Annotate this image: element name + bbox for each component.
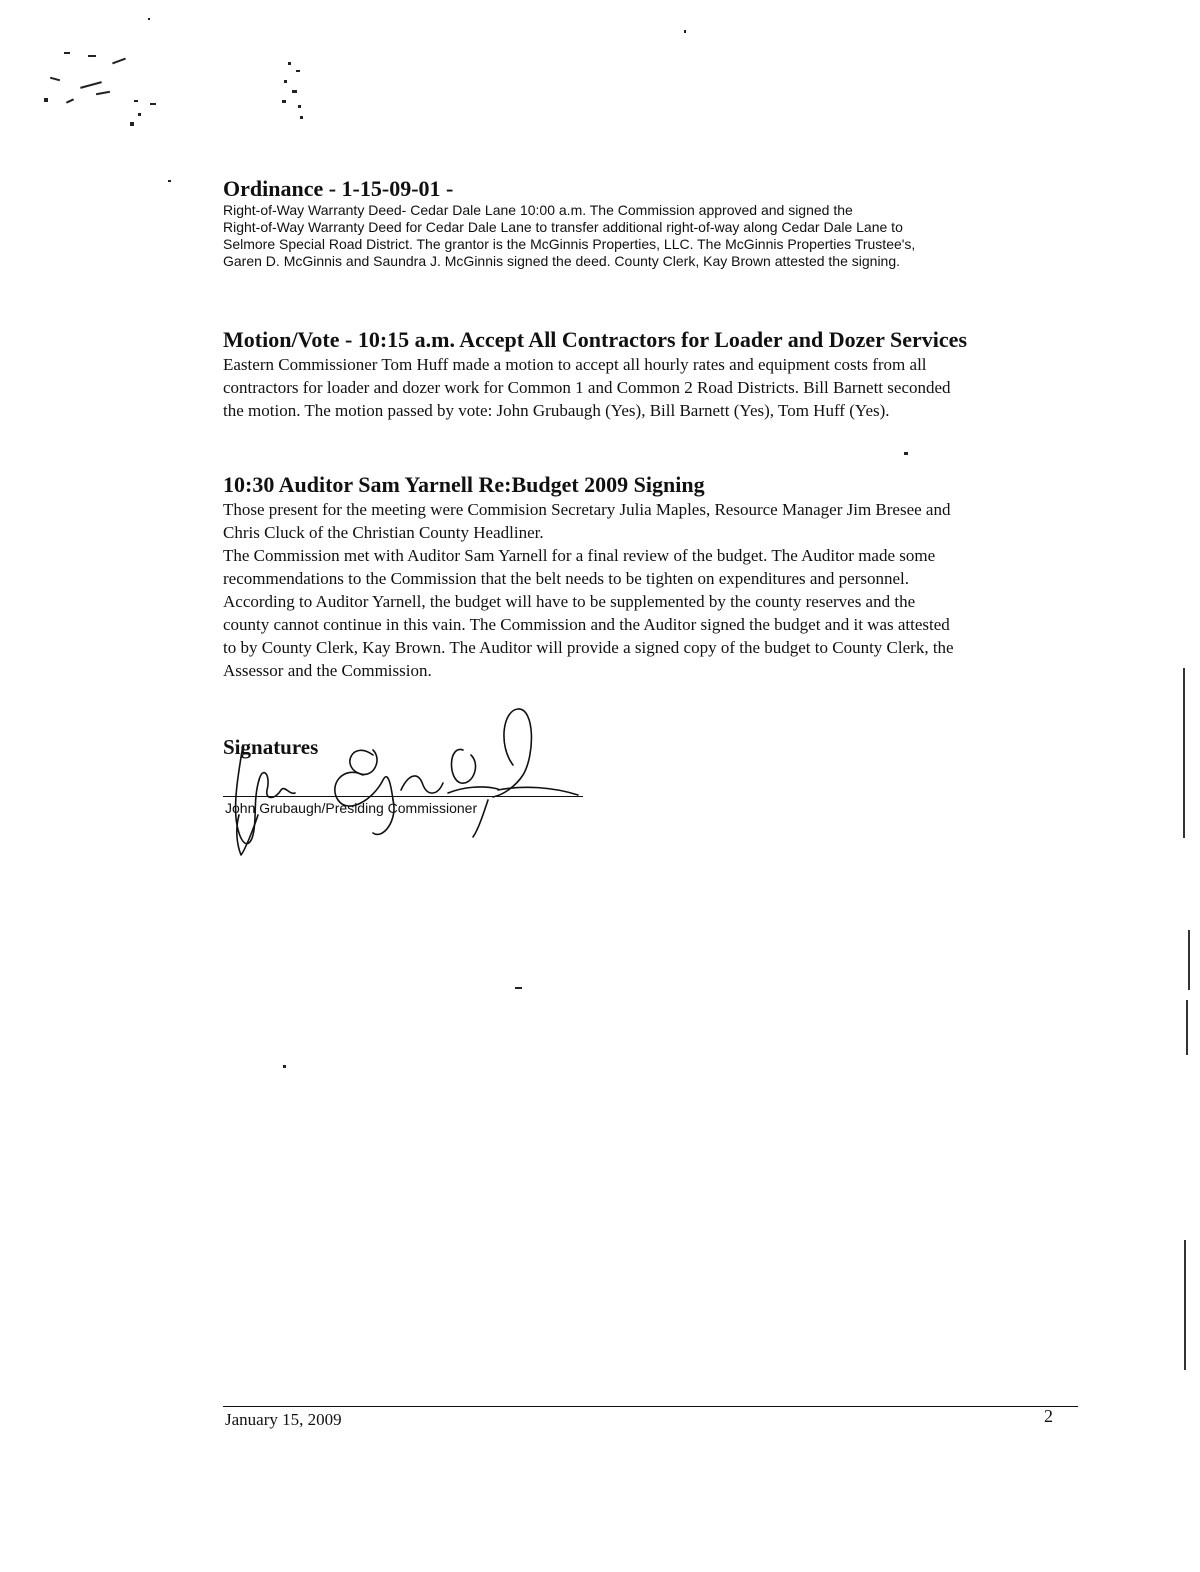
motion-body: Eastern Commissioner Tom Huff made a motion to accept all hourly rates and equipment costs from all contractors for loader and dozer work for Common 1 and Common 2 Road Districts. Bill Barnett seconded the motion. The motion passed by vote: John Grubaugh (Yes), Bill Barnett (Yes), Tom Huff (Yes).	[223, 355, 951, 420]
ordinance-section	[223, 176, 1073, 270]
page-number: 2	[1044, 1406, 1053, 1426]
ordinance-body: Right-of-Way Warranty Deed- Cedar Dale Lane 10:00 a.m. The Commission approved and signed the Right-of-Way Warranty Deed for Cedar Dale Lane to transfer additional right-of-way along Cedar Dale Lane to Selmore Special Road District. The grantor is the McGinnis Properties, LLC. The McGinnis Properties Trustee's, Garen D. McGinnis and Saundra J. McGinnis signed the deed. County Clerk, Kay Brown attested the signing.	[223, 202, 916, 269]
motion-section	[223, 327, 1073, 422]
signature-block	[223, 705, 623, 865]
signer-caption: John Grubaugh/Presiding Commissioner	[225, 800, 478, 816]
motion-heading: Motion/Vote - 10:15 a.m. Accept All Contractors for Loader and Dozer Services	[223, 327, 968, 352]
handwritten-signature	[223, 705, 623, 865]
ordinance-heading: Ordinance - 1-15-09-01 -	[223, 176, 454, 201]
auditor-section	[223, 472, 1073, 682]
auditor-body: Those present for the meeting were Commision Secretary Julia Maples, Resource Manager Jim Bresee and Chris Cluck of the Christian County Headliner. The Commission met with Auditor Sam Yarnell for a final review of the budget. The Auditor made some recommendations to the Commission that the belt needs to be tighten on expenditures and personnel. According to Auditor Yarnell, the budget will have to be supplemented by the county reserves and the county cannot continue in this vain. The Commission and the Auditor signed the budget and it was attested to by County Clerk, Kay Brown. The Auditor will provide a signed copy of the budget to County Clerk, the Assessor and the Commission.	[223, 500, 954, 680]
footer-date: January 15, 2009	[225, 1410, 342, 1429]
auditor-heading: 10:30 Auditor Sam Yarnell Re:Budget 2009 Signing	[223, 472, 705, 497]
footer-rule	[223, 1406, 1078, 1407]
signatures-heading: Signatures	[223, 735, 319, 759]
